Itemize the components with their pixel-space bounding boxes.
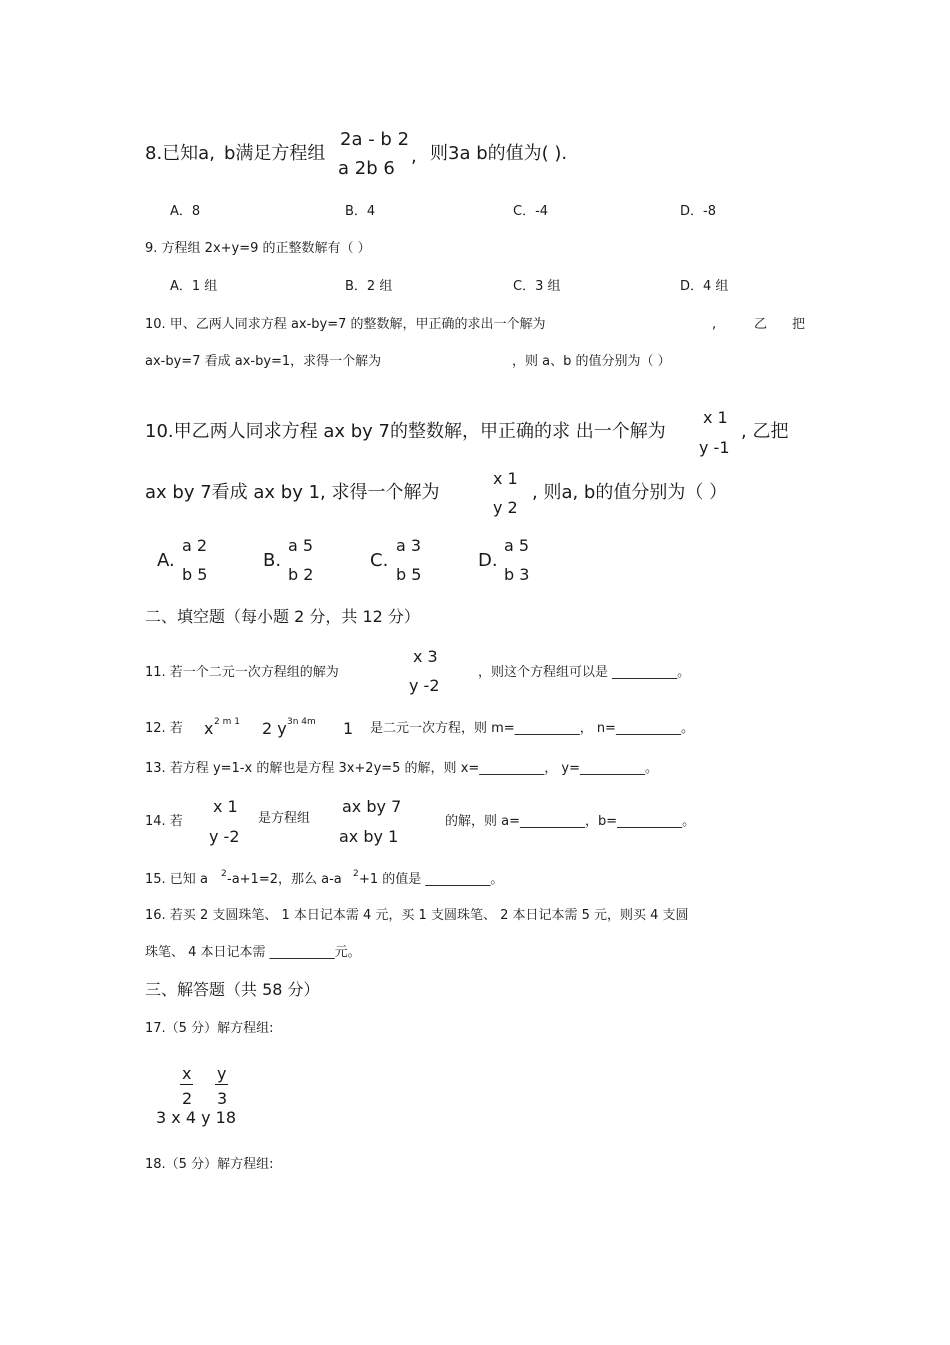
q14-system-row-1: ax by 7 — [342, 797, 402, 816]
q11-text: 11. 若一个二元一次方程组的解为 — [145, 665, 339, 680]
q10a-line-2-tail: ，则 a、b 的值分别为（ ） — [512, 354, 671, 369]
q8-option-a: A．8 — [170, 204, 201, 219]
q10b-option-b-label: B. — [263, 550, 282, 571]
q9-option-b: B．2 组 — [345, 279, 393, 294]
q16-line-2: 珠笔、 4 本日记本需 __________元。 — [145, 945, 361, 960]
q10b-option-a-row-2: b 5 — [182, 565, 208, 584]
q10b-option-c-row-2: b 5 — [396, 565, 422, 584]
q15-middle: -a+1=2，那么 a-a — [227, 872, 342, 887]
q10b-option-a-label: A. — [157, 550, 175, 571]
q17-numerator-y: y — [217, 1064, 227, 1083]
q10b-line-2-tail: , 则a, b的值分别为（ ） — [532, 482, 728, 503]
q9-text: 9. 方程组 2x+y=9 的正整数解有（ ） — [145, 241, 371, 256]
q10a-line-2: ax-by=7 看成 ax-by=1，求得一个解为 — [145, 354, 382, 369]
q10b-option-d-row-1: a 5 — [504, 536, 530, 555]
q14-solution-row-1: x 1 — [213, 797, 238, 816]
q8-label-2: b满足方程组 — [224, 143, 326, 164]
q12-one: 1 — [343, 719, 354, 738]
q10b-solution-2-row-1: x 1 — [493, 469, 518, 488]
q10b-solution-2-row-2: y 2 — [493, 498, 518, 517]
q10b-option-d-label: D. — [478, 550, 498, 571]
q15-prefix: 15. 已知 a — [145, 872, 208, 887]
q9-option-c: C．3 组 — [513, 279, 561, 294]
q8-option-d: D．-8 — [680, 204, 716, 219]
section-3-heading: 三、解答题（共 58 分） — [145, 980, 320, 999]
q15-exponent-2: 2 — [353, 869, 359, 879]
q8-label: 8.已知a, — [145, 143, 215, 164]
q11-solution-row-1: x 3 — [413, 647, 438, 666]
q12-y: 2 y — [262, 719, 287, 738]
q14-middle: 是方程组 — [258, 811, 311, 826]
q12-x: x — [204, 719, 214, 738]
q9-option-a: A．1 组 — [170, 279, 218, 294]
q11-solution-row-2: y -2 — [409, 676, 440, 695]
q8-option-b: B．4 — [345, 204, 376, 219]
q10b-option-b-row-2: b 2 — [288, 565, 314, 584]
q8-option-c: C．-4 — [513, 204, 549, 219]
q10b-option-c-row-1: a 3 — [396, 536, 422, 555]
q10b-line-1: 10.甲乙两人同求方程 ax by 7的整数解，甲正确的求 出一个解为 — [145, 421, 666, 442]
q8-comma: , — [411, 146, 417, 167]
q11-tail: ，则这个方程组可以是 __________。 — [478, 665, 691, 680]
q17-numerator-x: x — [182, 1064, 192, 1083]
q17-fraction-bar-y — [215, 1084, 228, 1085]
q13-text: 13. 若方程 y=1-x 的解也是方程 3x+2y=5 的解，则 x=__________， y=__________。 — [145, 761, 658, 776]
q8-system-row-2: a 2b 6 — [338, 158, 395, 179]
q10a-line-1-ba: 把 — [792, 317, 806, 332]
q10b-line-2: ax by 7看成 ax by 1, 求得一个解为 — [145, 482, 440, 503]
q17-fraction-bar-x — [180, 1084, 193, 1085]
q15-tail: +1 的值是 __________。 — [359, 872, 504, 887]
q10a-line-1: 10. 甲、乙两人同求方程 ax-by=7 的整数解，甲正确的求出一个解为 — [145, 317, 546, 332]
q16-line-1: 16. 若买 2 支圆珠笔、 1 本日记本需 4 元，买 1 支圆珠笔、 2 本日记本需 5 元，则买 4 支圆 — [145, 908, 689, 923]
q12-y-exponent: 3n 4m — [287, 717, 316, 727]
q14-system-row-2: ax by 1 — [339, 827, 399, 846]
q8-tail: 则3a b的值为( ). — [430, 143, 568, 164]
q10b-option-d-row-2: b 3 — [504, 565, 530, 584]
section-2-heading: 二、填空题（每小题 2 分，共 12 分） — [145, 607, 420, 626]
q10b-option-c-label: C. — [370, 550, 389, 571]
q18-text: 18.（5 分）解方程组: — [145, 1157, 274, 1172]
q10a-line-1-comma: , — [712, 317, 717, 332]
q14-solution-row-2: y -2 — [209, 827, 240, 846]
q12-x-exponent: 2 m 1 — [214, 717, 240, 727]
q10b-option-a-row-1: a 2 — [182, 536, 208, 555]
q10b-solution-1-row-2: y -1 — [699, 438, 730, 457]
q12-prefix: 12. 若 — [145, 721, 183, 736]
q14-tail: 的解，则 a=__________，b=__________。 — [445, 814, 696, 829]
q17-denominator-2: 2 — [182, 1089, 193, 1108]
q17-text: 17.（5 分）解方程组: — [145, 1021, 274, 1036]
q10a-line-1-yi: 乙 — [754, 317, 768, 332]
q12-tail: 是二元一次方程，则 m=__________， n=__________。 — [370, 721, 694, 736]
q8-system-row-1: 2a - b 2 — [340, 129, 410, 150]
q10b-solution-1-row-1: x 1 — [703, 408, 728, 427]
q10b-option-b-row-1: a 5 — [288, 536, 314, 555]
q14-prefix: 14. 若 — [145, 814, 183, 829]
q15-exponent-1: 2 — [221, 869, 227, 879]
q17-denominator-3: 3 — [217, 1089, 228, 1108]
q17-equation-2: 3 x 4 y 18 — [156, 1108, 236, 1127]
q9-option-d: D．4 组 — [680, 279, 729, 294]
q10b-line-1-tail: , 乙把 — [741, 421, 789, 442]
